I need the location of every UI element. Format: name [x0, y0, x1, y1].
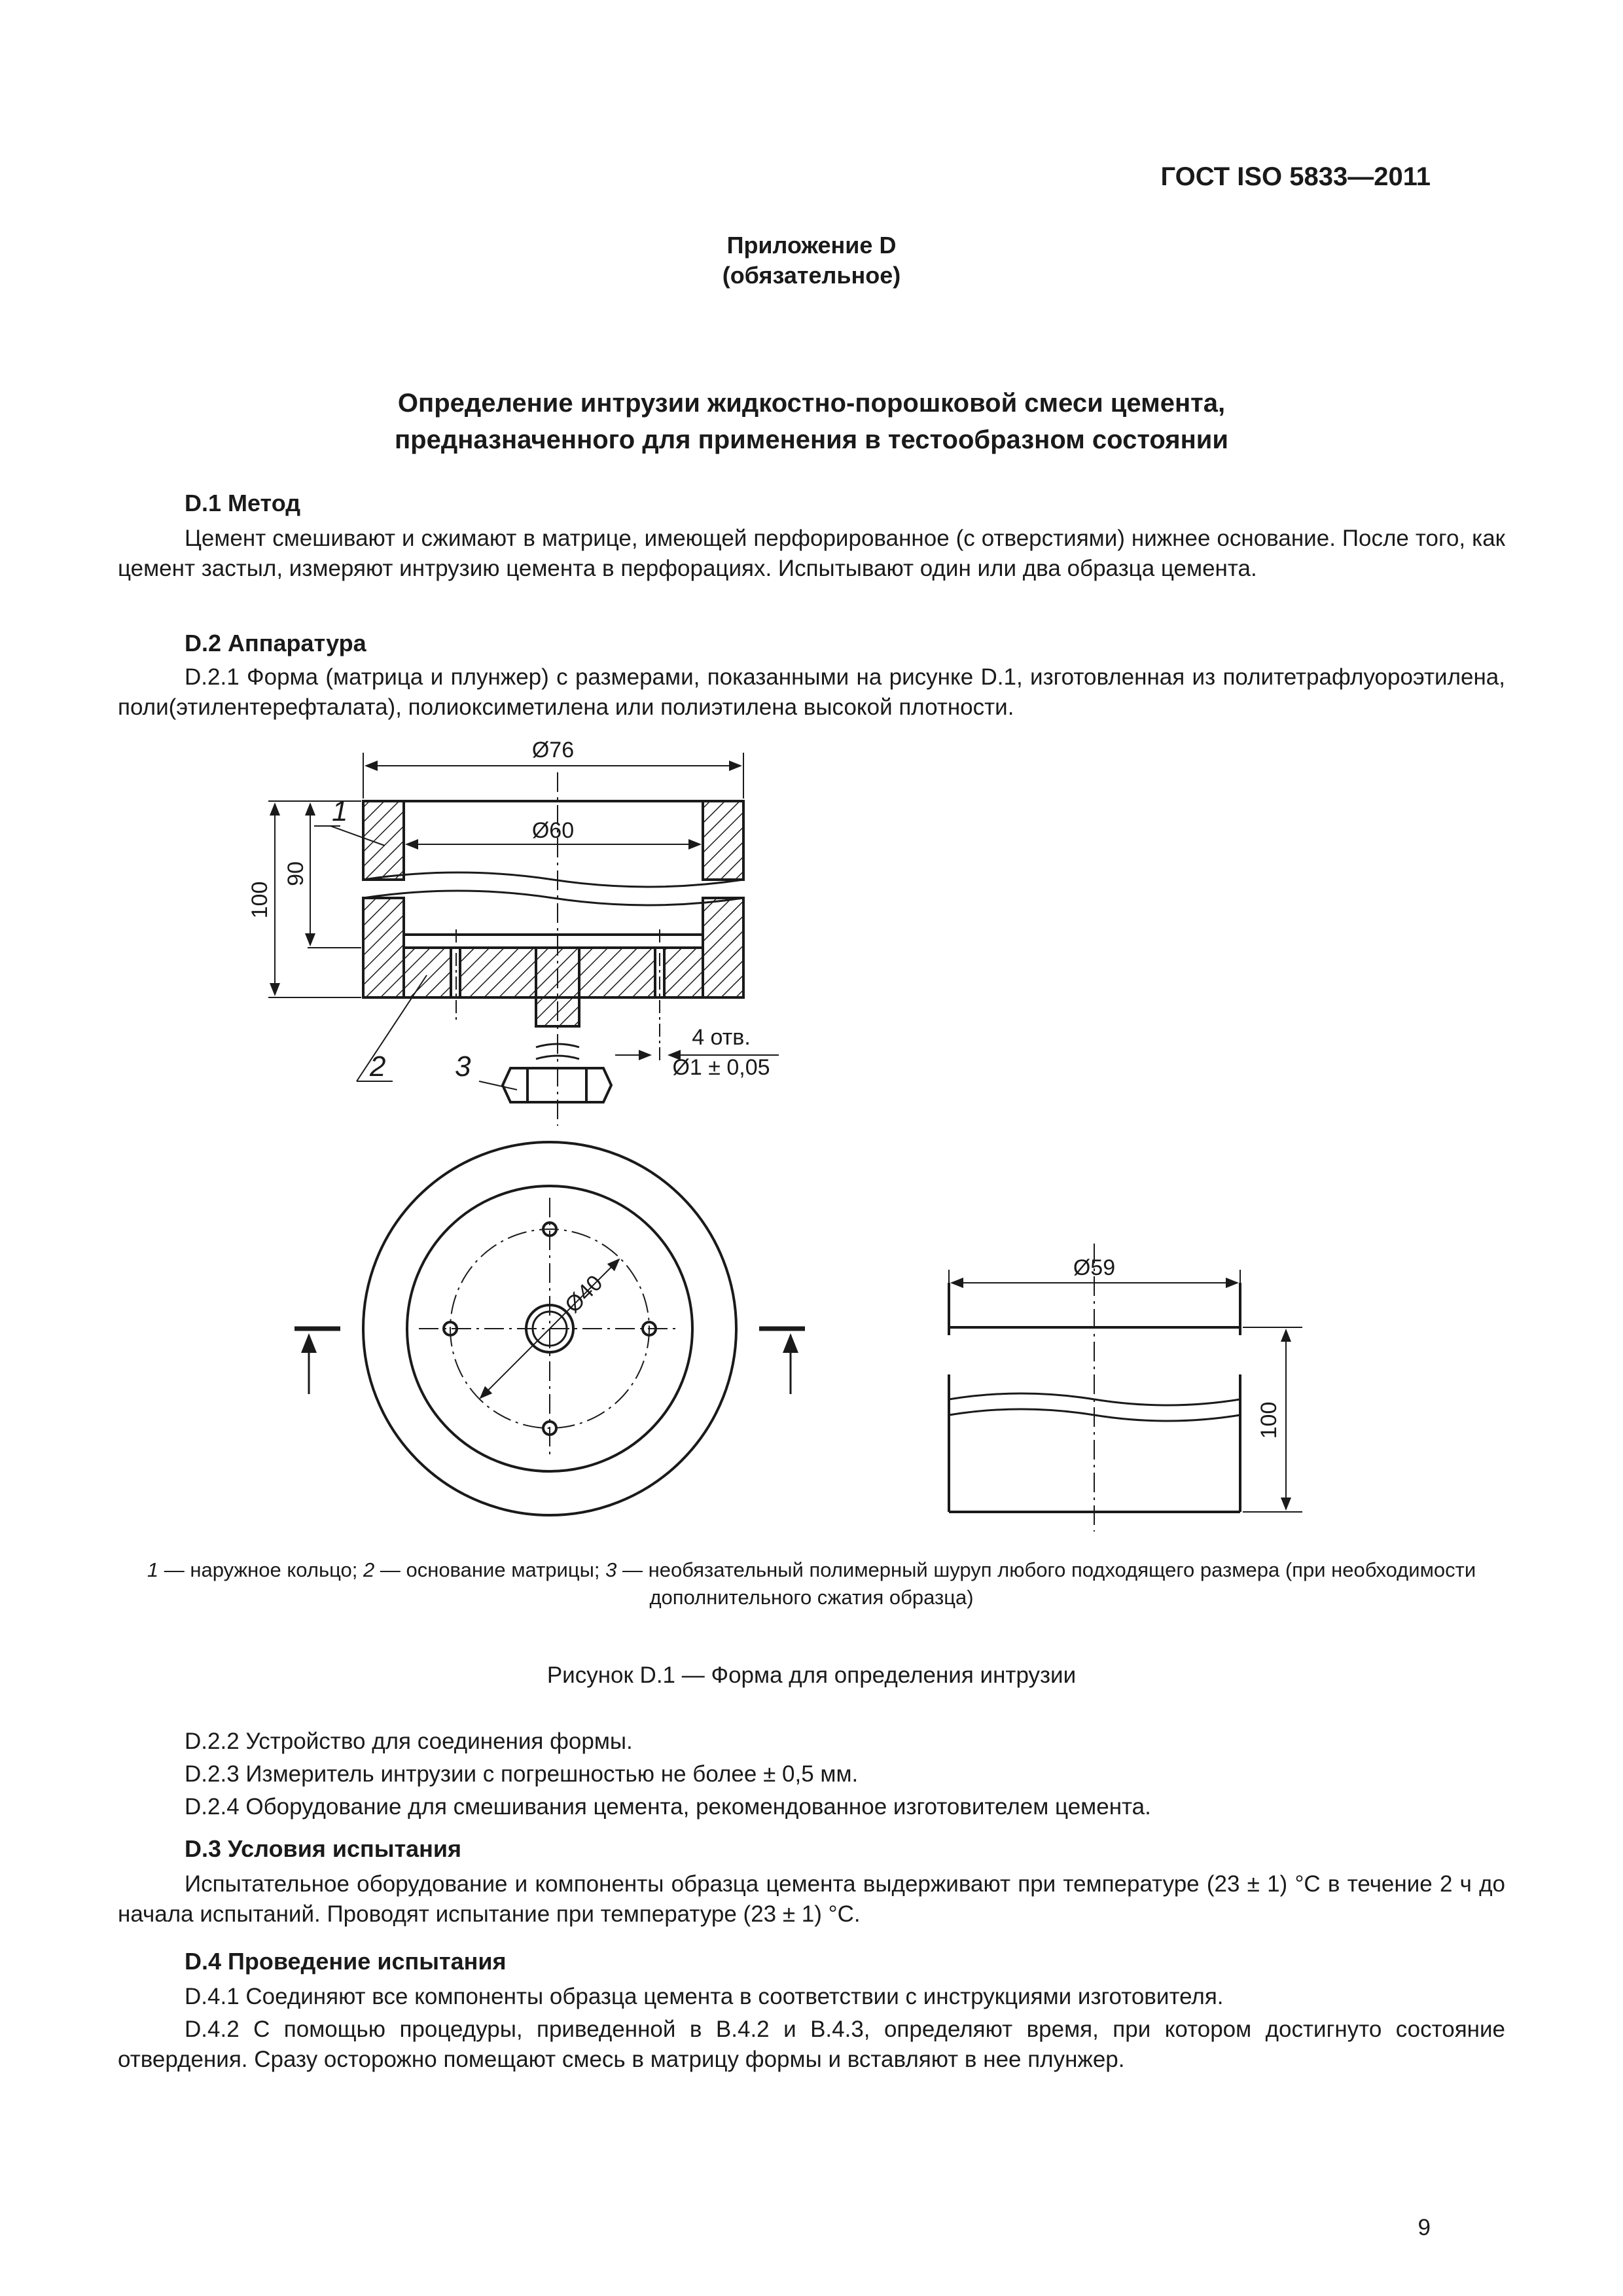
legend-text-1: — наружное кольцо;: [158, 1558, 363, 1581]
legend-text-2: — основание матрицы;: [374, 1558, 606, 1581]
section-d3-text: Испытательное оборудование и компоненты образца цемента выдерживают при температуре (23 ± 1) °С в течение 2 ч до начала испытаний. Проводят испытание при температуре (23 ± 1) °С.: [118, 1871, 1505, 1927]
legend-text-3: — необязательный полимерный шуруп любого подходящего размера (при необходимости дополнительного сжатия образца): [616, 1558, 1476, 1609]
dim-d76-label: Ø76: [531, 738, 575, 762]
annex-status: (обязательное): [722, 262, 901, 289]
callout-2: 2: [370, 1050, 386, 1083]
figure-caption: Рисунок D.1 — Форма для определения интрузии: [546, 1662, 1077, 1688]
section-d1-text: Цемент смешивают и сжимают в матрице, имеющей перфорированное (с отверстиями) нижнее основание. После того, как цемент застыл, измеряют интрузию цемента в перфорациях. Испытывают один или два образца цемента.: [118, 526, 1505, 581]
section-d2-p4: D.2.4 Оборудование для смешивания цемента, рекомендованное изготовителем цемента.: [185, 1794, 1151, 1820]
dim-d40-label: Ø40: [560, 1270, 608, 1318]
dim-h90-label: 90: [283, 861, 308, 886]
dim-h100-label: 100: [247, 881, 272, 919]
dim-h100b-label: 100: [1257, 1401, 1281, 1439]
annex-title: Приложение D: [726, 232, 897, 259]
dim-d59-label: Ø59: [1073, 1255, 1116, 1280]
legend-num-1: 1: [147, 1558, 159, 1581]
section-view-labels: [247, 738, 770, 1083]
holes-diameter-label: Ø1 ± 0,05: [672, 1055, 770, 1080]
section-d4-heading: D.4 Проведение испытания: [185, 1948, 507, 1975]
legend-num-3: 3: [605, 1558, 617, 1581]
holes-count-label: 4 отв.: [692, 1025, 751, 1050]
document-header: ГОСТ ISO 5833—2011: [1160, 162, 1431, 191]
section-d2-p1: D.2.1 Форма (матрица и плунжер) с размерами, показанными на рисунке D.1, изготовленная из политетрафлуороэтилена, поли(этилентерефталата), полиоксиметилена или полиэтилена высокой плотности.: [118, 664, 1505, 720]
section-d1-heading: D.1 Метод: [185, 490, 301, 516]
figure-legend: [118, 1556, 1505, 1611]
dim-d60-label: Ø60: [531, 818, 575, 843]
page-number: 9: [1418, 2215, 1431, 2240]
legend-num-2: 2: [363, 1558, 375, 1581]
callout-1: 1: [332, 795, 348, 827]
callout-3: 3: [455, 1050, 471, 1083]
section-d2-p3: D.2.3 Измеритель интрузии с погрешностью не более ± 0,5 мм.: [185, 1761, 859, 1787]
section-d4-p2: D.4.2 С помощью процедуры, приведенной в В.4.2 и В.4.3, определяют время, при котором достигнуто состояние отвердения. Сразу осторожно помещают смесь в матрицу формы и вставляют в нее плунжер.: [118, 2017, 1505, 2072]
section-d2-heading: D.2 Аппаратура: [185, 630, 366, 656]
plunger-view: [949, 1244, 1302, 1532]
section-d2-p2: D.2.2 Устройство для соединения формы.: [185, 1729, 633, 1754]
section-d4-p1: D.4.1 Соединяют все компоненты образца цемента в соответствии с инструкциями изготовителя.: [185, 1984, 1224, 2009]
main-title-line2: предназначенного для применения в тестообразном состоянии: [395, 425, 1228, 454]
plan-view: [294, 1142, 805, 1515]
main-title-line1: Определение интрузии жидкостно-порошковой смеси цемента,: [397, 389, 1226, 418]
section-d3-heading: D.3 Условия испытания: [185, 1835, 461, 1862]
